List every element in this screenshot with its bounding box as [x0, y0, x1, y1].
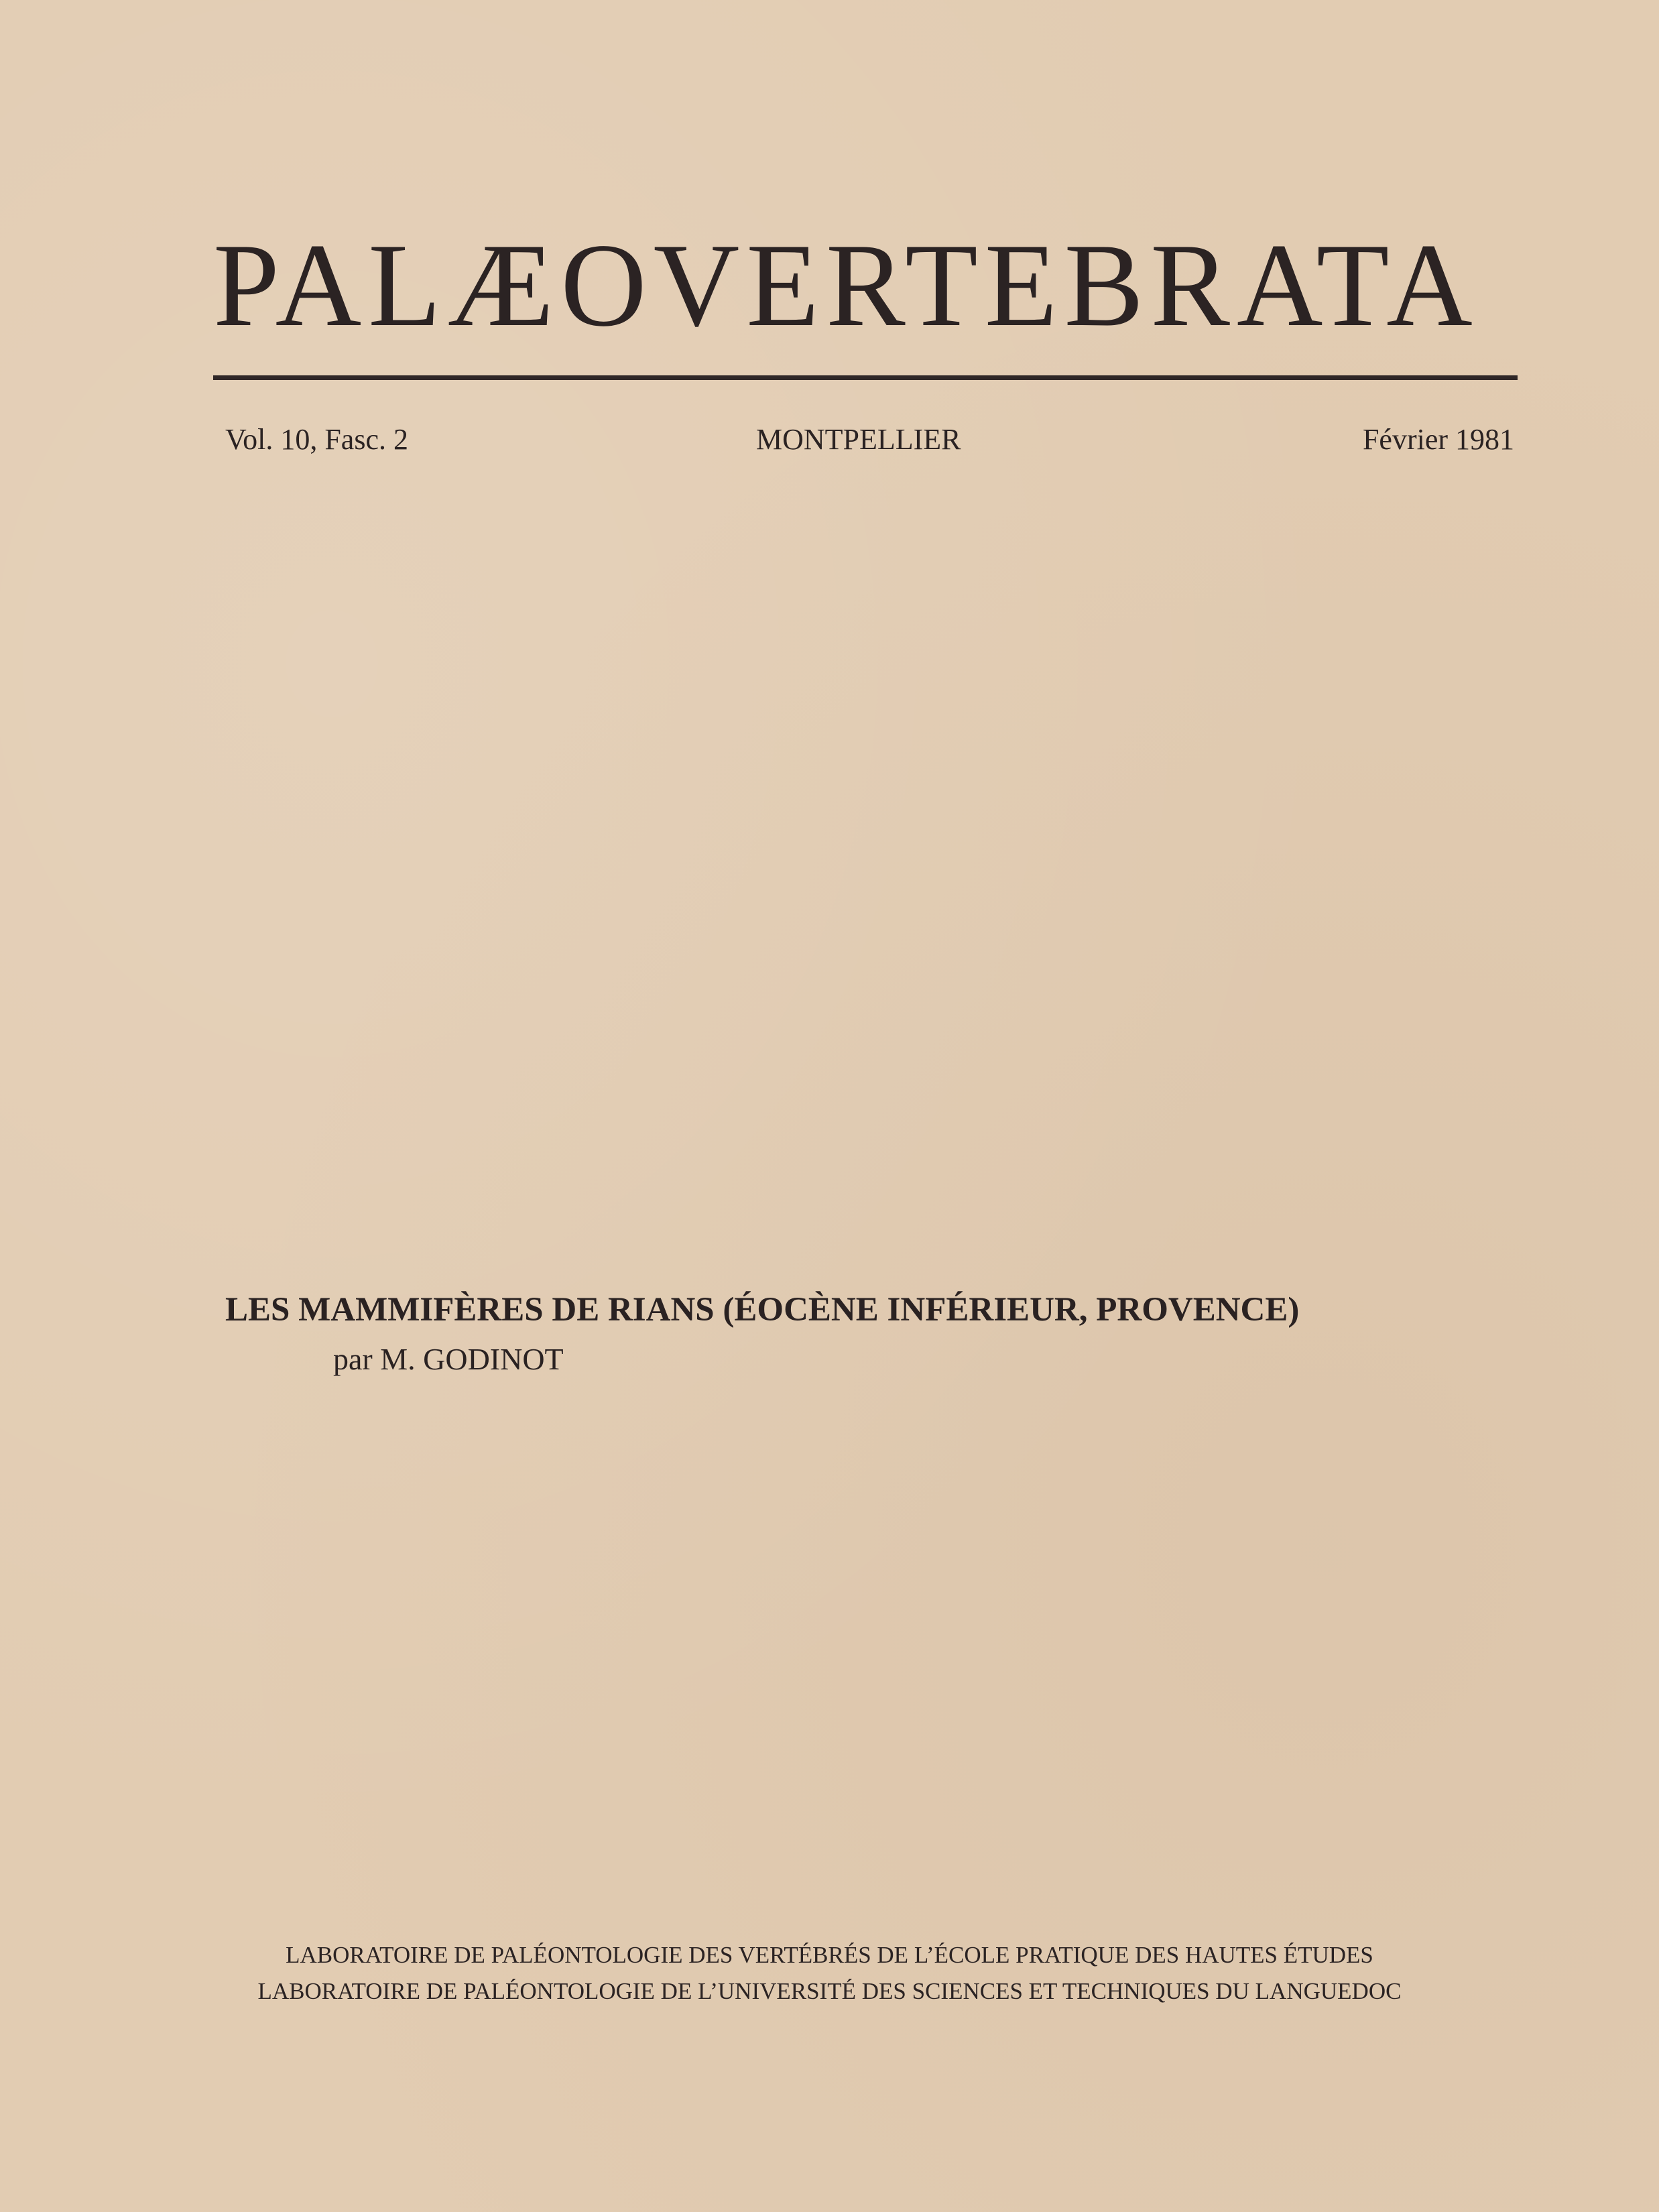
issue-volume: Vol. 10, Fasc. 2 — [225, 423, 408, 456]
title-rule — [213, 375, 1518, 380]
issue-date: Février 1981 — [1362, 423, 1514, 456]
article-author: par M. GODINOT — [333, 1342, 564, 1376]
article-title: LES MAMMIFÈRES DE RIANS (ÉOCÈNE INFÉRIEUR, PROVENCE) — [225, 1291, 1300, 1329]
footer-line-school: LABORATOIRE DE PALÉONTOLOGIE DES VERTÉBRÉS DE L’ÉCOLE PRATIQUE DES HAUTES ÉTUDES — [286, 1942, 1373, 1968]
footer-line-university: LABORATOIRE DE PALÉONTOLOGIE DE L’UNIVERSITÉ DES SCIENCES ET TECHNIQUES DU LANGUEDOC — [257, 1978, 1402, 2004]
issue-city: MONTPELLIER — [756, 423, 961, 456]
journal-title: PALÆOVERTEBRATA — [213, 219, 1479, 351]
institution-footer — [0, 1937, 1659, 2010]
